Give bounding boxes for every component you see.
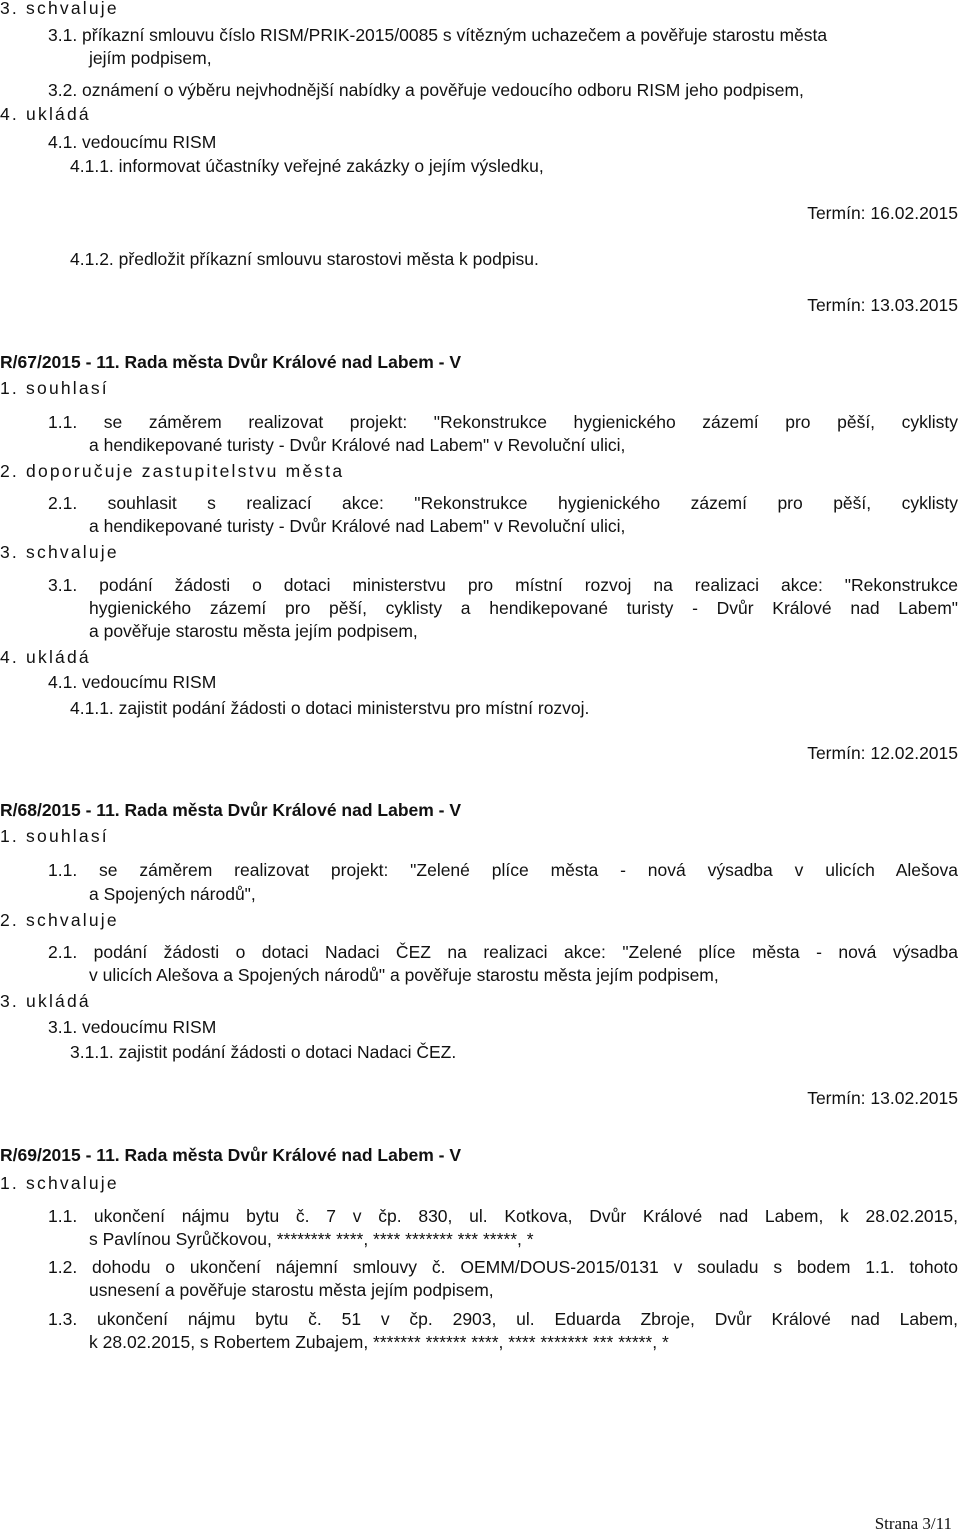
list-item-continuation: a hendikepované turisty - Dvůr Králové nad Labem" v Revoluční ulici, (89, 435, 626, 455)
deadline: Termín: 16.02.2015 (807, 203, 958, 223)
list-item-continuation: v ulicích Alešova a Spojených národů" a pověřuje starostu města jejím podpisem, (89, 965, 719, 985)
list-item: 2.1. souhlasit s realizací akce: "Rekonstrukce hygienického zázemí pro pěší, cyklisty (48, 493, 958, 513)
list-item: 3.1. vedoucímu RISM (48, 1017, 217, 1037)
list-item: 4.1.1. informovat účastníky veřejné zakázky o jejím výsledku, (70, 156, 544, 176)
list-item: 3.1.1. zajistit podání žádosti o dotaci Nadaci ČEZ. (70, 1042, 457, 1062)
list-item-continuation: s Pavlínou Syrůčkovou, ******** ****, **** ******* *** *****, * (89, 1229, 534, 1249)
list-item: 1.3. ukončení nájmu bytu č. 51 v čp. 2903, ul. Eduarda Zbroje, Dvůr Králové nad Labem, (48, 1309, 958, 1329)
page-number: Strana 3/11 (874, 1514, 952, 1533)
resolution-heading: R/68/2015 - 11. Rada města Dvůr Králové nad Labem - V (0, 800, 462, 820)
section-heading: 1. schvaluje (0, 1173, 119, 1193)
list-item-continuation: a pověřuje starostu města jejím podpisem, (89, 621, 418, 641)
section-heading: 2. doporučuje zastupitelstvu města (0, 461, 345, 481)
list-item-continuation: k 28.02.2015, s Robertem Zubajem, ******* ****** ****, **** ******* *** *****, * (89, 1332, 669, 1352)
list-item: 1.1. ukončení nájmu bytu č. 7 v čp. 830, ul. Kotkova, Dvůr Králové nad Labem, k 28.02.2015, (48, 1206, 958, 1226)
section-heading: 3. schvaluje (0, 0, 119, 18)
list-item: 3.1. příkazní smlouvu číslo RISM/PRIK-2015/0085 s vítězným uchazečem a pověřuje starostu města (48, 25, 828, 45)
list-item-continuation: usnesení a pověřuje starostu města jejím podpisem, (89, 1280, 494, 1300)
section-heading: 1. souhlasí (0, 826, 109, 846)
list-item-continuation: hygienického zázemí pro pěší, cyklisty a hendikepované turisty - Dvůr Králové nad Labem" (89, 598, 958, 618)
list-item: 1.1. se záměrem realizovat projekt: "Rekonstrukce hygienického zázemí pro pěší, cyklisty (48, 412, 958, 432)
section-heading: 1. souhlasí (0, 378, 109, 398)
list-item-continuation: a Spojených národů", (89, 884, 256, 904)
resolution-heading: R/67/2015 - 11. Rada města Dvůr Králové nad Labem - V (0, 352, 462, 372)
list-item: 4.1.2. předložit příkazní smlouvu starostovi města k podpisu. (70, 249, 539, 269)
list-item: 3.1. podání žádosti o dotaci ministerstvu pro místní rozvoj na realizaci akce: "Rekonstrukce (48, 575, 958, 595)
list-item: 4.1.1. zajistit podání žádosti o dotaci ministerstvu pro místní rozvoj. (70, 698, 590, 718)
list-item-continuation: jejím podpisem, (89, 48, 212, 68)
section-heading: 3. ukládá (0, 991, 91, 1011)
section-heading: 4. ukládá (0, 104, 91, 124)
list-item: 4.1. vedoucímu RISM (48, 672, 217, 692)
list-item: 3.2. oznámení o výběru nejvhodnější nabídky a pověřuje vedoucího odboru RISM jeho podpisem, (48, 80, 804, 100)
deadline: Termín: 12.02.2015 (807, 743, 958, 763)
list-item: 4.1. vedoucímu RISM (48, 132, 217, 152)
section-heading: 2. schvaluje (0, 910, 119, 930)
resolution-heading: R/69/2015 - 11. Rada města Dvůr Králové nad Labem - V (0, 1145, 462, 1165)
list-item: 2.1. podání žádosti o dotaci Nadaci ČEZ na realizaci akce: "Zelené plíce města - nová výsadba (48, 942, 958, 962)
list-item-continuation: a hendikepované turisty - Dvůr Králové nad Labem" v Revoluční ulici, (89, 516, 626, 536)
list-item: 1.2. dohodu o ukončení nájemní smlouvy č. OEMM/DOUS-2015/0131 v souladu s bodem 1.1. tohoto (48, 1257, 958, 1277)
list-item: 1.1. se záměrem realizovat projekt: "Zelené plíce města - nová výsadba v ulicích Alešova (48, 860, 958, 880)
deadline: Termín: 13.02.2015 (807, 1088, 958, 1108)
deadline: Termín: 13.03.2015 (807, 295, 958, 315)
section-heading: 3. schvaluje (0, 542, 119, 562)
section-heading: 4. ukládá (0, 647, 91, 667)
